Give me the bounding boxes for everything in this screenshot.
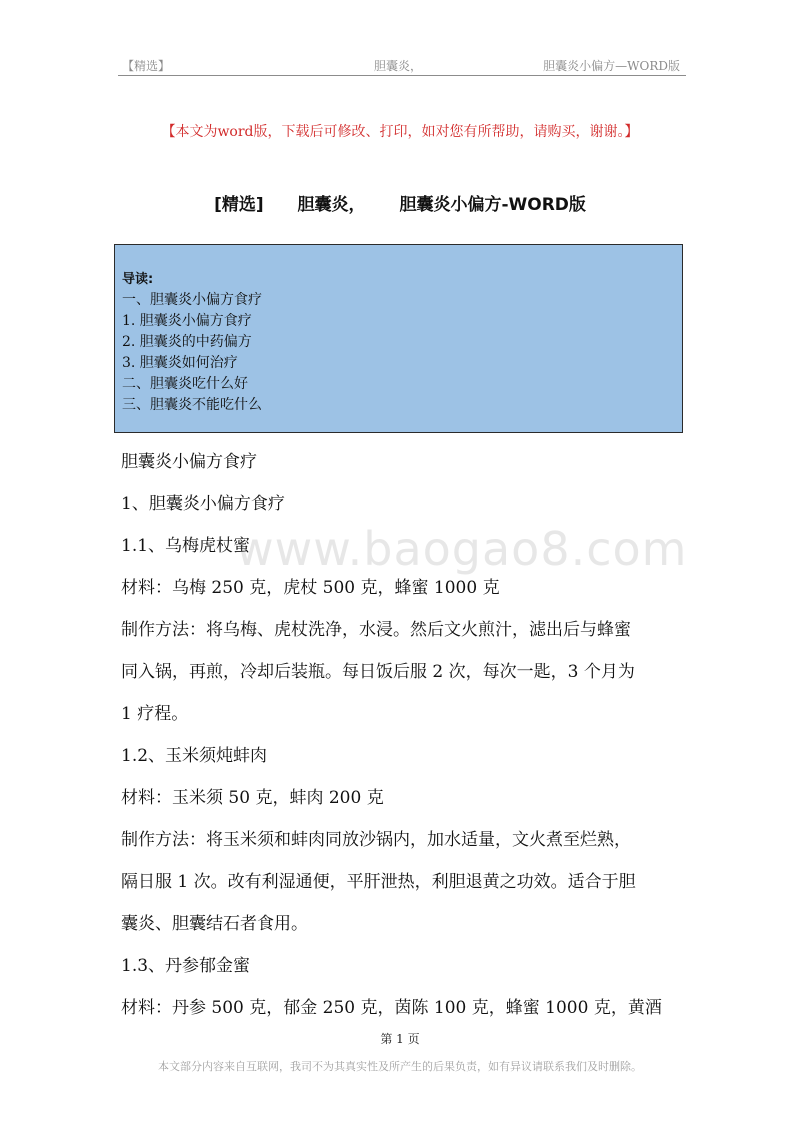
paragraph-line: 材料：乌梅 250 克，虎杖 500 克，蜂蜜 1000 克 (121, 578, 500, 598)
guide-item: 1. 胆囊炎小偏方食疗 (122, 313, 252, 329)
page-header (118, 57, 686, 76)
paragraph-line: 制作方法：将玉米须和蚌肉同放沙锅内，加水适量，文火煮至烂熟， (121, 830, 631, 850)
subsection-heading: 1.3、丹参郁金蜜 (121, 956, 251, 976)
title-part-1: [精选] (214, 195, 264, 215)
page-number: 第 1 页 (380, 1032, 420, 1046)
document-title (0, 190, 800, 215)
paragraph-line: 同入锅，再煎，冷却后装瓶。每日饭后服 2 次，每次一匙，3 个月为 (121, 662, 635, 682)
title-part-2: 胆囊炎， (297, 195, 366, 215)
paragraph-line: 材料：丹参 500 克，郁金 250 克，茵陈 100 克，蜂蜜 1000 克，黄酒 (121, 998, 662, 1018)
watermark: www.baogao8.com (236, 522, 688, 576)
guide-item: 3. 胆囊炎如何治疗 (122, 355, 238, 371)
guide-item: 二、胆囊炎吃什么好 (122, 376, 248, 392)
header-center: 胆囊炎， (374, 59, 423, 73)
purchase-notice: 【本文为word版，下载后可修改、打印，如对您有所帮助，请购买，谢谢。】 (161, 124, 639, 140)
guide-item: 2. 胆囊炎的中药偏方 (122, 334, 252, 350)
guide-item: 三、胆囊炎不能吃什么 (122, 397, 262, 413)
header-right: 胆囊炎小偏方—WORD版 (543, 59, 680, 73)
guide-box (114, 244, 683, 433)
section-heading: 胆囊炎小偏方食疗 (121, 452, 257, 472)
paragraph-line: 1 疗程。 (121, 704, 189, 724)
paragraph-line: 制作方法：将乌梅、虎杖洗净，水浸。然后文火煎汁，滤出后与蜂蜜 (121, 620, 631, 640)
paragraph-line: 材料：玉米须 50 克，蚌肉 200 克 (121, 788, 384, 808)
paragraph-line: 隔日服 1 次。改有利湿通便，平肝泄热，利胆退黄之功效。适合于胆 (121, 872, 636, 892)
section-heading: 1、胆囊炎小偏方食疗 (121, 494, 285, 514)
header-left: 【精选】 (122, 59, 171, 73)
subsection-heading: 1.1、乌梅虎杖蜜 (121, 536, 251, 556)
footer-disclaimer: 本文部分内容来自互联网，我司不为其真实性及所产生的后果负责，如有异议请联系我们及时删除。 (158, 1060, 642, 1073)
guide-label: 导读: (122, 272, 154, 287)
title-part-3: 胆囊炎小偏方-WORD版 (399, 195, 586, 215)
subsection-heading: 1.2、玉米须炖蚌肉 (121, 746, 268, 766)
guide-item: 一、胆囊炎小偏方食疗 (122, 292, 262, 308)
paragraph-line: 囊炎、胆囊结石者食用。 (121, 914, 308, 934)
